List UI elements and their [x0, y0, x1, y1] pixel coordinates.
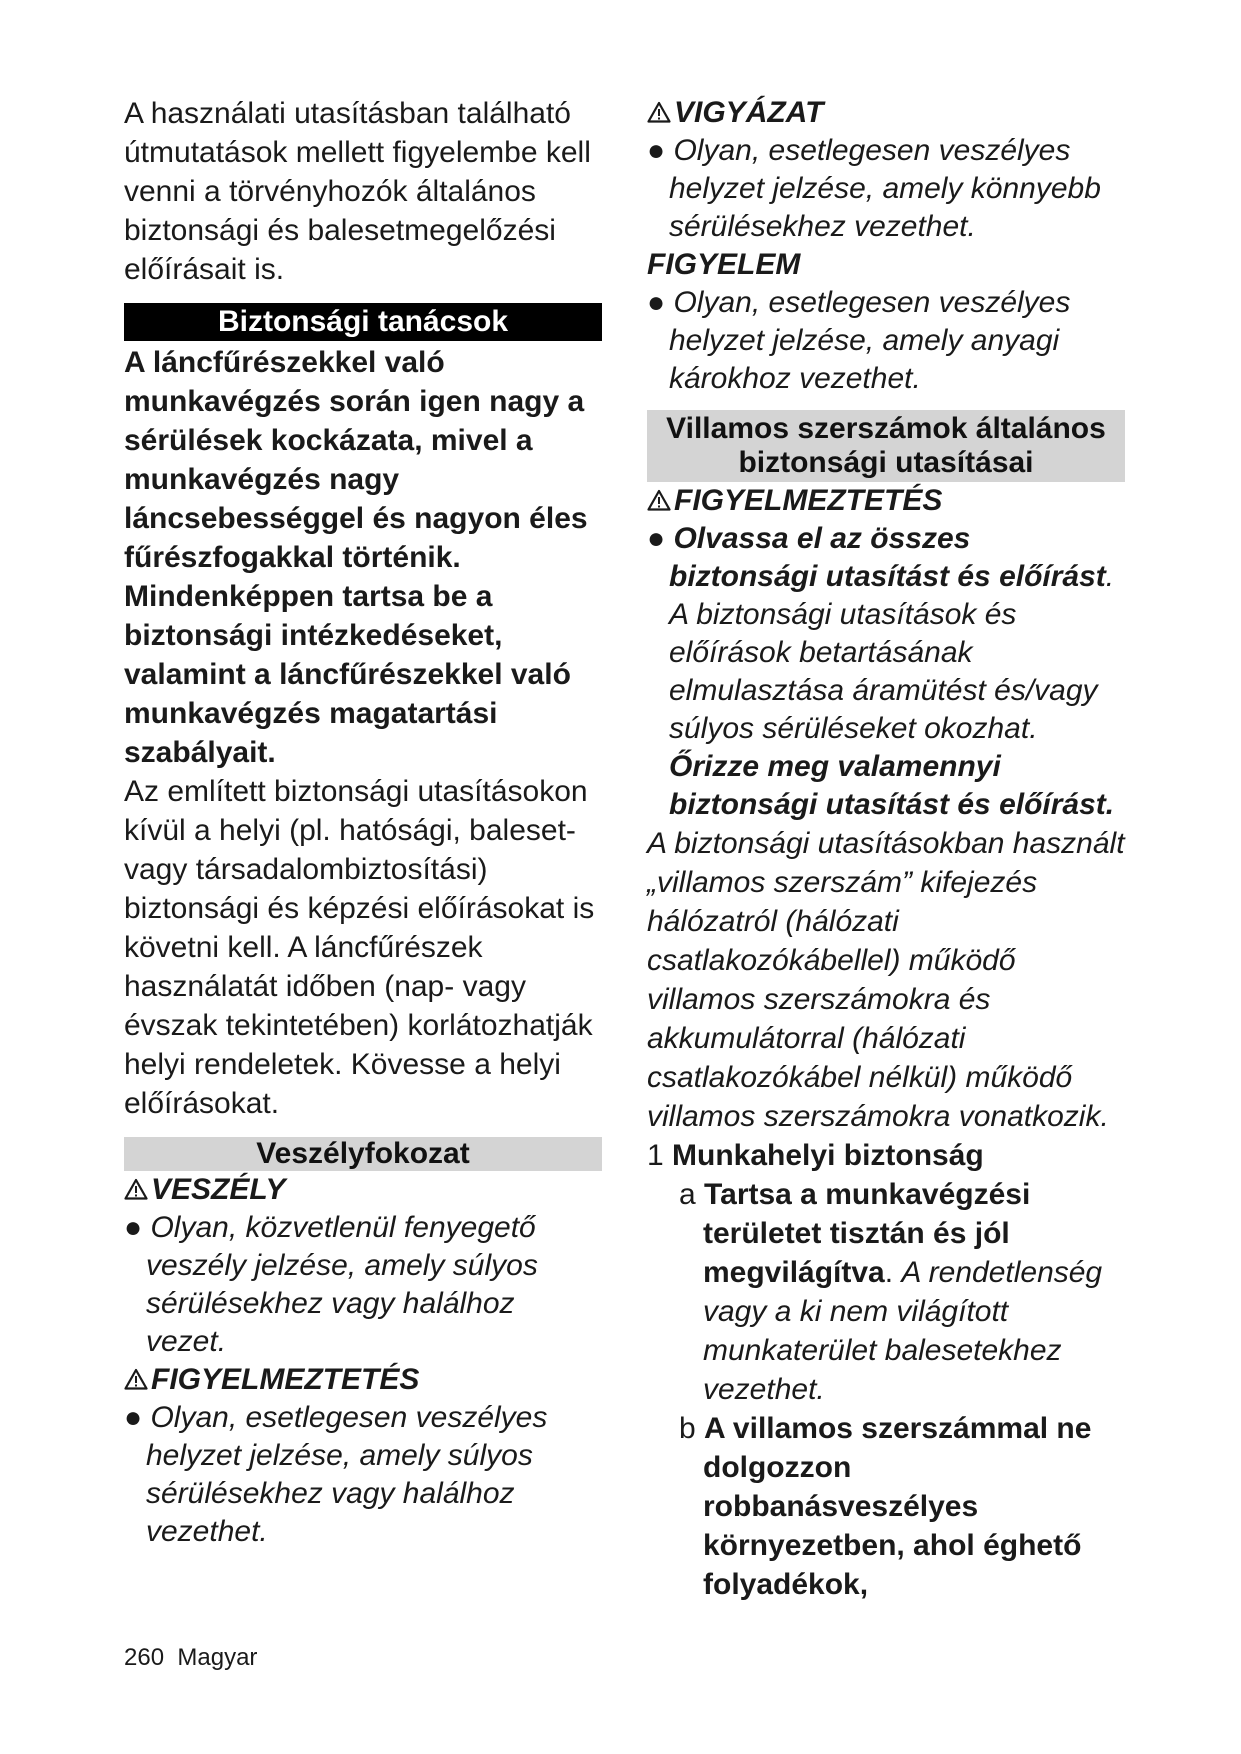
notice-text: Olyan, esetlegesen veszélyes helyzet jelzése, amely anyagi károkhoz vezethet.	[669, 286, 1071, 395]
read-instructions-bullet	[647, 520, 1125, 824]
item-b-bold: A villamos szerszámmal ne dolgozzon robbanásveszélyes környezetben, ahol éghető folyadékok,	[703, 1412, 1092, 1601]
warning-label: FIGYELMEZTETÉS	[151, 1363, 420, 1396]
warning-triangle-icon	[124, 1368, 148, 1390]
electric-tools-heading: Villamos szerszámok általános biztonsági utasításai	[647, 410, 1125, 482]
right-column	[647, 94, 1125, 1604]
definition-paragraph: A biztonsági utasításokban használt „villamos szerszám” kifejezés hálózatról (hálózati csatlakozókábellel) működő villamos szerszámokra és akkumulátorral (hálózati csatlakozókábel nélkül) működő villamos szerszámokra vonatkozik.	[647, 827, 1125, 1133]
bullet-dot: ●	[124, 1401, 151, 1434]
danger-label: VESZÉLY	[151, 1173, 286, 1206]
notice-bullet	[647, 284, 1125, 398]
warning-triangle-icon	[124, 1178, 148, 1200]
caution-bullet	[647, 132, 1125, 246]
danger-text: Olyan, közvetlenül fenyegető veszély jelzése, amely súlyos sérülésekhez vagy halálhoz vezet.	[146, 1211, 538, 1358]
warning-label-line	[124, 1361, 602, 1399]
warning2-label-line	[647, 482, 1125, 520]
page-footer	[124, 1643, 257, 1673]
page-language: Magyar	[177, 1644, 258, 1671]
period: .	[1105, 560, 1115, 593]
section-number: 1	[647, 1139, 664, 1172]
item-b-letter: b	[679, 1412, 696, 1445]
caution-label: VIGYÁZAT	[674, 96, 824, 129]
read-bold: Olvassa el az összes biztonsági utasítást és előírást	[669, 522, 1106, 593]
danger-label-line	[124, 1171, 602, 1209]
item-b	[647, 1409, 1125, 1604]
item-a-bold: Tartsa a munkavégzési területet tisztán és jól megvilágítva	[703, 1178, 1031, 1289]
page-number: 260	[124, 1644, 165, 1671]
bullet-dot: ●	[647, 286, 674, 319]
safety-bold-paragraph: A láncfűrészekkel való munkavégzés során igen nagy a sérülések kockázata, mivel a munkavégzés nagy láncsebességgel és nagyon éles fűrészfogakkal történik. Mindenképpen tartsa be a biztonsági intézkedéseket, valamint a láncfűrészekkel való munkavégzés magatartási szabályait.	[124, 346, 588, 769]
section-heading	[647, 1136, 1125, 1175]
hazard-heading: Veszélyfokozat	[124, 1137, 602, 1171]
warning2-label: FIGYELMEZTETÉS	[674, 484, 943, 517]
section-title: Munkahelyi biztonság	[672, 1139, 984, 1172]
warning-bullet	[124, 1399, 602, 1551]
item-a	[647, 1175, 1125, 1409]
warning-text: Olyan, esetlegesen veszélyes helyzet jelzése, amely súlyos sérülésekhez vagy halálhoz vezethet.	[146, 1401, 548, 1548]
intro-paragraph: A használati utasításban található útmutatások mellett figyelembe kell venni a törvényhozók általános biztonsági és balesetmegelőzési előírásait is.	[124, 97, 591, 286]
danger-bullet	[124, 1209, 602, 1361]
read-text: A biztonsági utasítások és előírások betartásának elmulasztása áramütést és/vagy súlyos sérüléseket okozhat.	[669, 598, 1098, 745]
item-a-text: A rendetlenség vagy a ki nem világított munkaterület balesetekhez vezethet.	[703, 1256, 1103, 1406]
bullet-dot: ●	[647, 522, 674, 555]
keep-bold: Őrizze meg valamennyi biztonsági utasítást és előírást.	[669, 750, 1115, 821]
bullet-dot: ●	[124, 1211, 151, 1244]
warning-triangle-icon	[647, 489, 671, 511]
safety-paragraph: Az említett biztonsági utasításokon kívül a helyi (pl. hatósági, baleset- vagy társadalombiztosítási) biztonsági és képzési előírásokat is követni kell. A láncfűrészek használatát időben (nap- vagy évszak tekintetében) korlátozhatják helyi rendeletek. Kövesse a helyi előírásokat.	[124, 775, 595, 1120]
notice-label: FIGYELEM	[647, 248, 801, 281]
left-column	[124, 94, 602, 1551]
warning-triangle-icon	[647, 101, 671, 123]
caution-label-line	[647, 94, 1125, 132]
safety-heading: Biztonsági tanácsok	[124, 303, 602, 341]
caution-text: Olyan, esetlegesen veszélyes helyzet jelzése, amely könnyebb sérülésekhez vezethet.	[669, 134, 1101, 243]
item-a-letter: a	[679, 1178, 696, 1211]
bullet-dot: ●	[647, 134, 674, 167]
period: .	[884, 1256, 902, 1289]
